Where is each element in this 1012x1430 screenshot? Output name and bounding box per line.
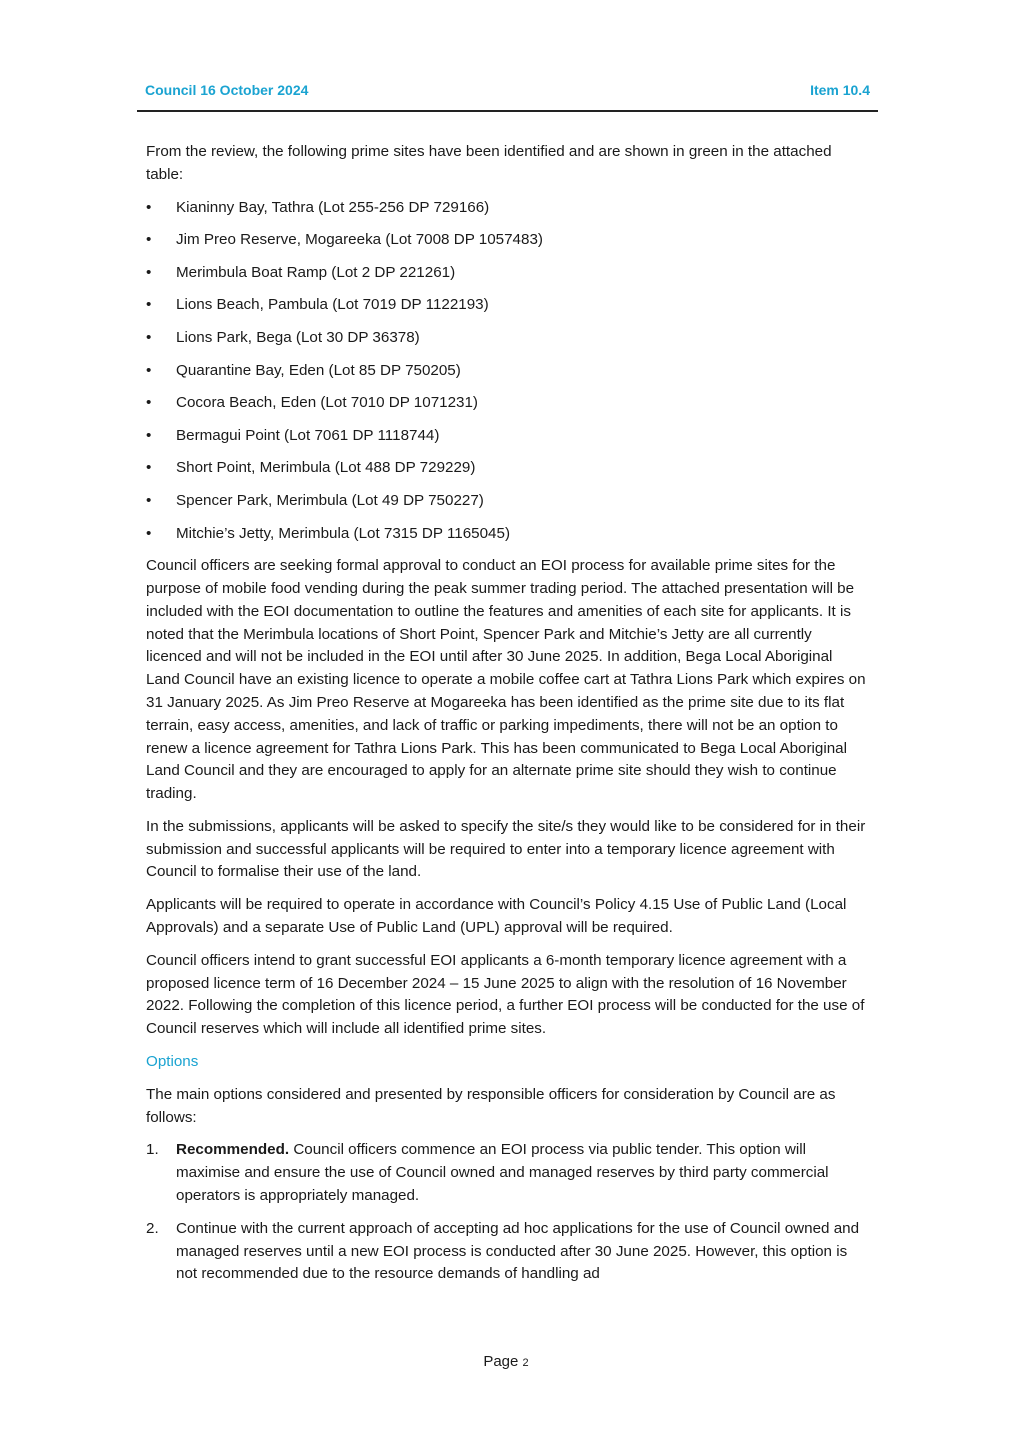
policy-paragraph: Applicants will be required to operate in accordance with Council’s Policy 4.15 Use of Public Land (Local Approvals) and a separate Use of Public Land (UPL) approval will be required. [146, 896, 847, 937]
option-item [146, 1139, 868, 1207]
document-body [146, 141, 868, 1296]
options-intro: The main options considered and presented by responsible officers for consideration by Council are as follows: [146, 1085, 836, 1126]
options-heading: Options [146, 1053, 199, 1071]
list-item: • Lions Park, Bega (Lot 30 DP 36378) [146, 327, 868, 350]
licence-term-paragraph: Council officers intend to grant successful EOI applicants a 6-month temporary licence agreement with a proposed licence term of 16 December 2024 – 15 June 2025 to align with the resolution of 16 November 2022. Following the completion of this licence period, a further EOI process will be conducted for the use of Council reserves which will include all identified prime sites. [146, 951, 865, 1038]
list-item: • Cocora Beach, Eden (Lot 7010 DP 1071231) [146, 392, 868, 415]
page-number: 2 [522, 1357, 529, 1369]
options-list [146, 1139, 868, 1286]
page-footer [0, 1353, 1012, 1370]
list-item: • Kianinny Bay, Tathra (Lot 255-256 DP 729166) [146, 197, 868, 220]
list-item: • Jim Preo Reserve, Mogareeka (Lot 7008 DP 1057483) [146, 229, 868, 252]
list-item: • Bermagui Point (Lot 7061 DP 1118744) [146, 425, 868, 448]
list-item: • Lions Beach, Pambula (Lot 7019 DP 1122193) [146, 294, 868, 317]
list-item: • Quarantine Bay, Eden (Lot 85 DP 750205) [146, 360, 868, 383]
option-number: 2. [146, 1219, 159, 1237]
page-header [137, 80, 878, 112]
option-text: Continue with the current approach of accepting ad hoc applications for the use of Council owned and managed reserves until a new EOI process is conducted after 30 June 2025. However, this option is not recommended due to the resource demands of handling ad [176, 1219, 860, 1283]
list-item: • Merimbula Boat Ramp (Lot 2 DP 221261) [146, 262, 868, 285]
option-text: Council officers commence an EOI process via public tender. This option will maximise and ensure the use of Council owned and managed reserves by third party commercial operators is appropriately managed. [176, 1141, 829, 1205]
intro-paragraph: From the review, the following prime sites have been identified and are shown in green in the attached table: [146, 143, 832, 183]
prime-sites-list [146, 197, 868, 546]
page-label: Page [483, 1353, 519, 1370]
list-item: • Short Point, Merimbula (Lot 488 DP 729229) [146, 457, 868, 480]
option-item [146, 1218, 868, 1286]
meeting-title: Council 16 October 2024 [145, 82, 309, 98]
eoi-approval-paragraph: Council officers are seeking formal approval to conduct an EOI process for available prime sites for the purpose of mobile food vending during the peak summer trading period. The attached presentation will be included with the EOI documentation to outline the features and amenities of each site for applicants. It is noted that the Merimbula locations of Short Point, Spencer Park and Mitchie’s Jetty are all currently licenced and will not be included in the EOI until after 30 June 2025. In addition, Bega Local Aboriginal Land Council have an existing licence to operate a mobile coffee cart at Tathra Lions Park which expires on 31 January 2025. As Jim Preo Reserve at Mogareeka has been identified as the prime site due to its flat terrain, easy access, amenities, and lack of traffic or parking impediments, there will not be an option to renew a licence agreement for Tathra Lions Park. This has been communicated to Bega Local Aboriginal Land Council and they are encouraged to apply for an alternate prime site should they wish to continue trading. [146, 557, 866, 803]
list-item: • Mitchie’s Jetty, Merimbula (Lot 7315 DP 1165045) [146, 523, 868, 546]
item-number: Item 10.4 [810, 82, 870, 98]
list-item: • Spencer Park, Merimbula (Lot 49 DP 750227) [146, 490, 868, 513]
option-label: Recommended. [176, 1141, 290, 1159]
option-number: 1. [146, 1141, 159, 1159]
submissions-paragraph: In the submissions, applicants will be asked to specify the site/s they would like to be considered for in their submission and successful applicants will be required to enter into a temporary licence agreement with Council to formalise their use of the land. [146, 817, 866, 881]
